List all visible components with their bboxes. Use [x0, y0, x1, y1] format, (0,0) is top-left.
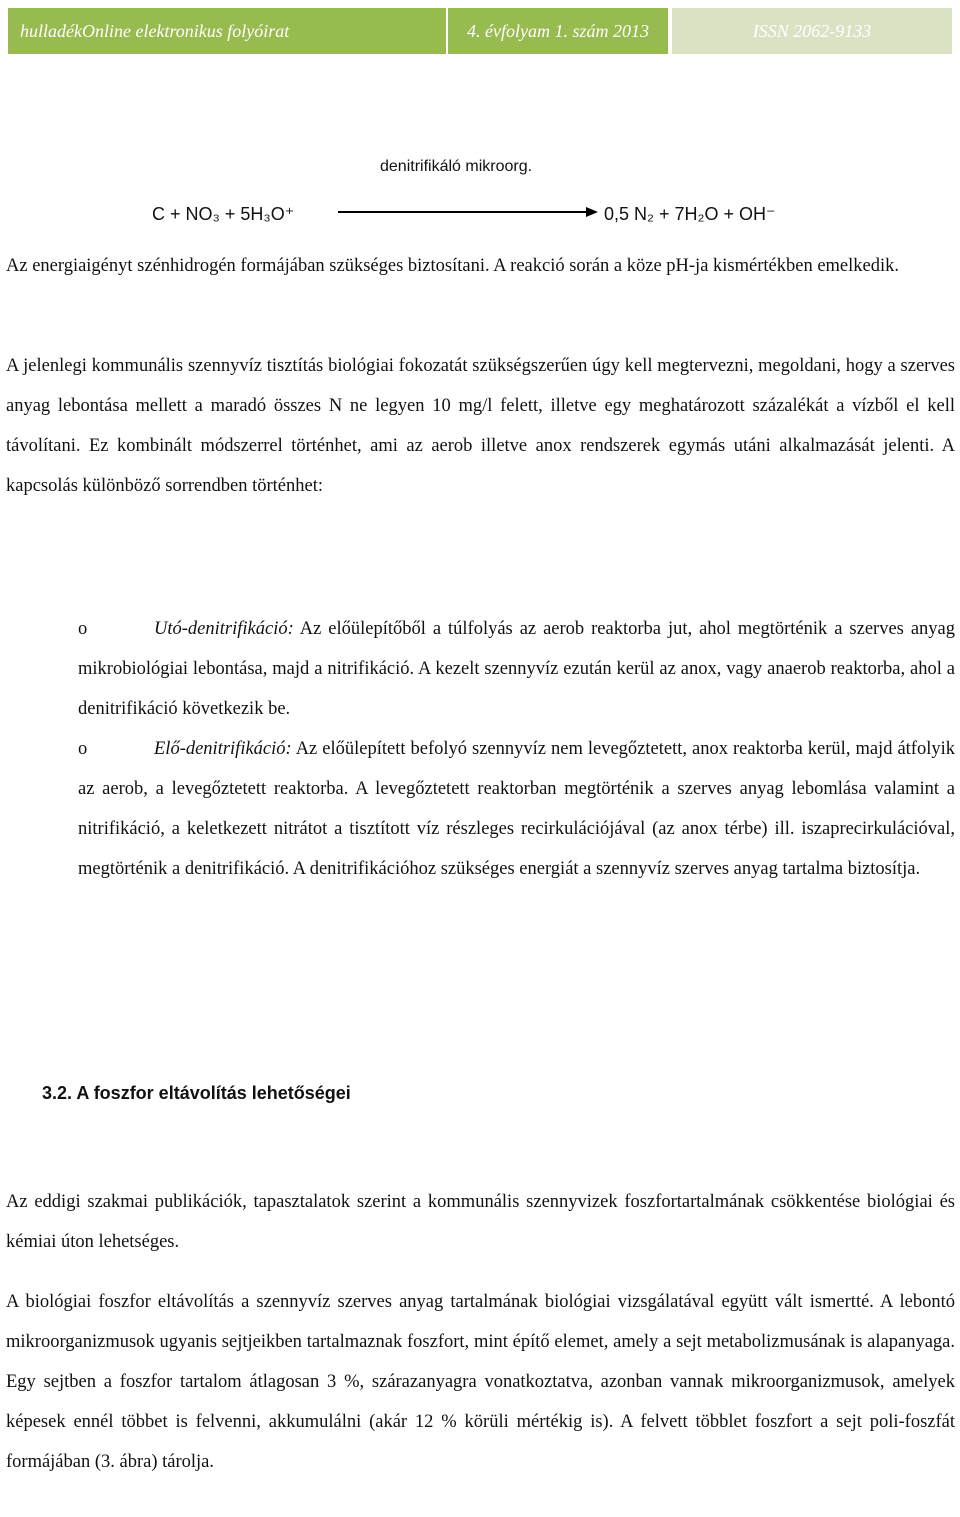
list-bullet: o [78, 619, 88, 639]
paragraph-phosphorus-intro: Az eddigi szakmai publikációk, tapasztalatok szerint a kommunális szennyvizek foszfortartalmának csökkentése biológiai és kémiai úton lehetséges. [6, 1192, 955, 1252]
reaction-left-side: C + NO₃ + 5H₃O⁺ [152, 204, 295, 224]
list-item-text: Az előülepítőből a túlfolyás az aerob reaktorba jut, ahol megtörténik a szerves anyag mikrobiológiai lebontása, majd a nitrifikáció. A kezelt szennyvíz ezután kerül az anox, vagy anaerob reaktorba, ahol a denitrifikáció következik be. [78, 619, 955, 719]
paragraph-requirements: A jelenlegi kommunális szennyvíz tisztítás biológiai fokozatát szükségszerűen úgy kell megtervezni, megoldani, hogy a szerves anyag lebontása mellett a maradó összes N ne legyen 10 mg/l felett, illetve egy meghatározott százalékát a vízből el kell távolítani. Ez kombinált módszerrel történhet, ami az aerob illetve anox rendszerek egymás utáni alkalmazását jelenti. A kapcsolás különböző sorrendben történhet: [6, 356, 955, 496]
journal-issue: 4. évfolyam 1. szám 2013 [448, 8, 668, 54]
journal-title: hulladékOnline elektronikus folyóirat [8, 8, 446, 54]
list-item-term: Elő-denitrifikáció: [154, 739, 292, 759]
reaction-right-side: 0,5 N₂ + 7H₂O + OH⁻ [604, 204, 776, 224]
list-item-elo-denitrifikacio [78, 729, 955, 889]
journal-issn: ISSN 2062-9133 [672, 8, 952, 54]
list-item-term: Utó-denitrifikáció: [154, 619, 294, 639]
paragraph-energy: Az energiaigényt szénhidrogén formájában szükséges biztosítani. A reakció során a köze pH-ja kismértékben emelkedik. [6, 256, 900, 276]
list-item-text: Az előülepített befolyó szennyvíz nem levegőztetett, anox reaktorba kerül, majd átfolyik az aerob, a levegőztetett reaktorba. A levegőztetett reaktorban megtörténik a szerves anyag lebomlása valamint a nitrifikáció, a keletkezett nitrátot a tisztított víz részleges recirkulációjával (az anox térbe) ill. iszaprecirkulációval, megtörténik a denitrifikáció. A denitrifikációhoz szükséges energiát a szennyvíz szerves anyag tartalma biztosítja. [78, 739, 955, 879]
reaction-arrow-label: denitrifikáló mikroorg. [380, 158, 533, 175]
journal-header [8, 8, 952, 54]
reaction-arrow-icon [338, 206, 598, 218]
list-item-uto-denitrifikacio [78, 609, 955, 729]
list-bullet: o [78, 739, 88, 759]
section-heading: 3.2. A foszfor eltávolítás lehetőségei [42, 1083, 351, 1103]
paragraph-biological-phosphorus: A biológiai foszfor eltávolítás a szennyvíz szerves anyag tartalmának biológiai vizsgálatával együtt vált ismertté. A lebontó mikroorganizmusok ugyanis sejtjeikben tartalmaznak foszfort, mint építő elemet, amely a sejt metabolizmusának is alapanyaga. Egy sejtben a foszfor tartalom átlagosan 3 %, szárazanyagra vonatkoztatva, azonban vannak mikroorganizmusok, amelyek képesek ennél többet is felvenni, akkumulálni (akár 12 % körüli mértékig is). A felvett többlet foszfort a sejt poli-foszfát formájában (3. ábra) tárolja. [6, 1292, 955, 1472]
